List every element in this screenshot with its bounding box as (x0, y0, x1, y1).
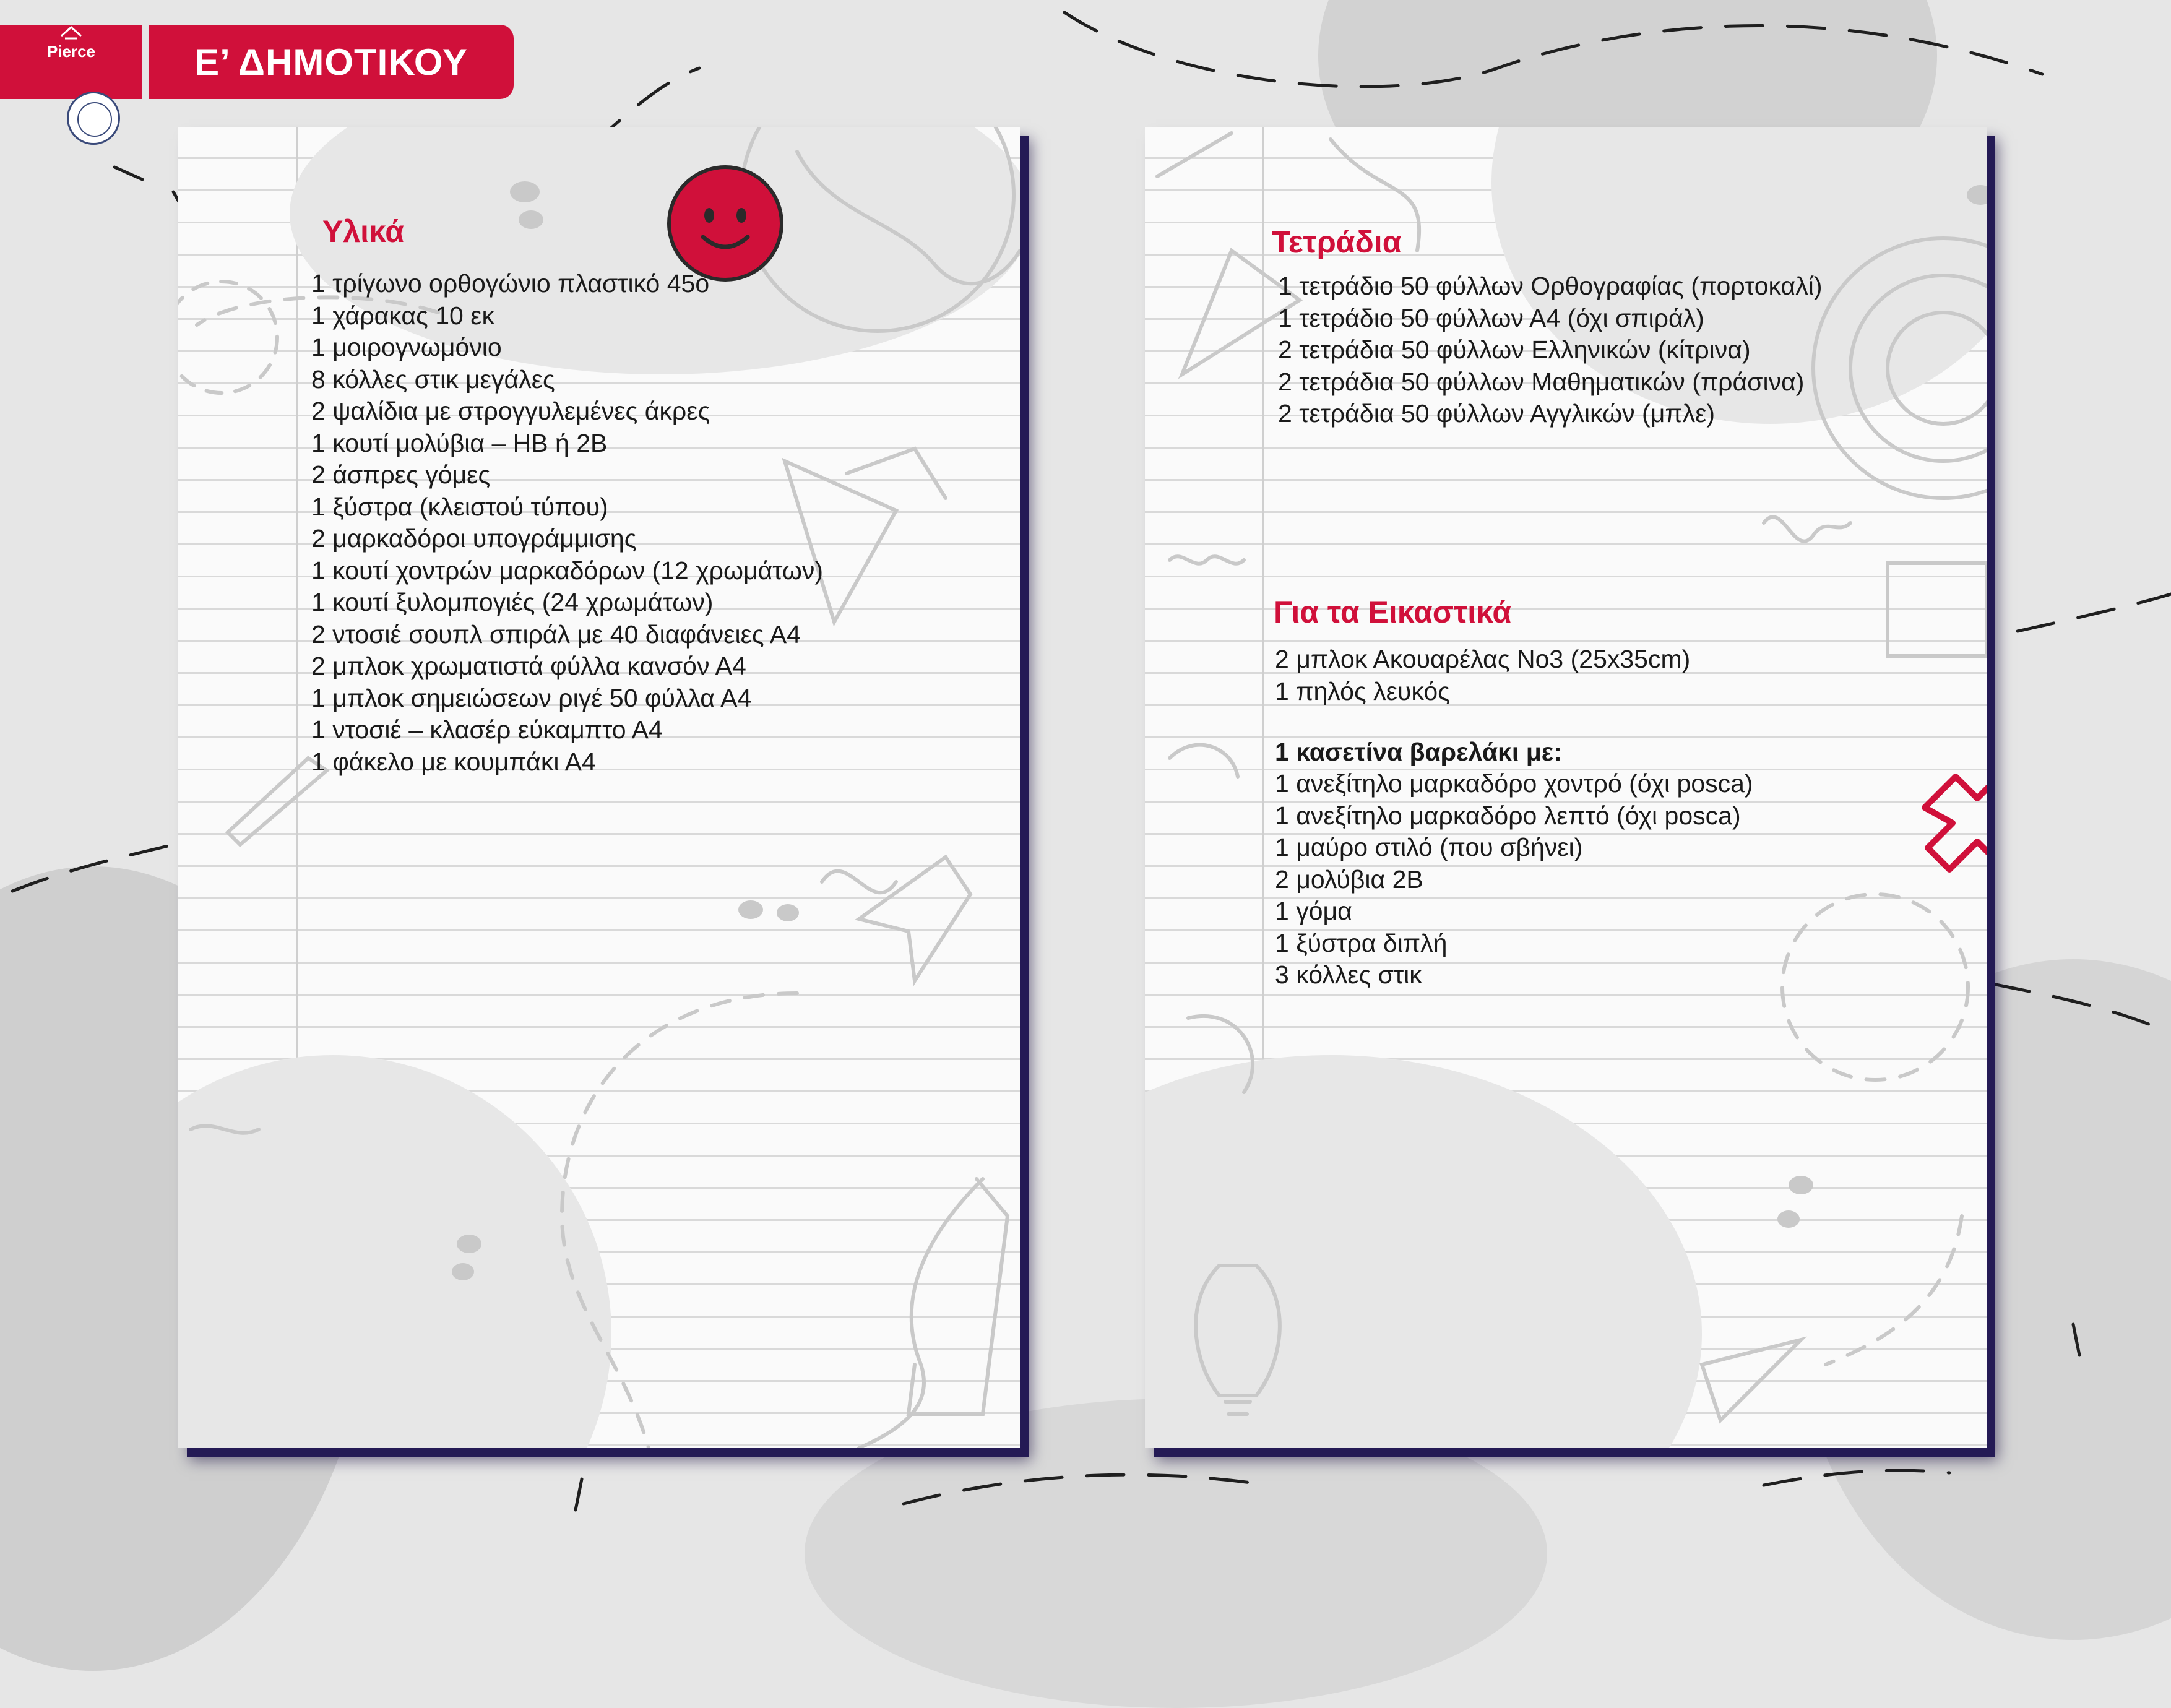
grade-title: Ε’ ΔΗΜΟΤΙΚΟΥ (149, 25, 514, 99)
logo-text: Pierce (46, 42, 96, 61)
material-item: 2 ντοσιέ σουπλ σπιράλ με 40 διαφάνειες Α4 (311, 619, 801, 649)
notebooks-panel (1145, 127, 1987, 1448)
material-item: 8 κόλλες στικ μεγάλες (311, 364, 555, 394)
smiley-face-icon (667, 165, 783, 282)
pencil-case-item: 3 κόλλες στικ (1275, 960, 1422, 989)
material-item: 2 μπλοκ χρωματιστά φύλλα κανσόν Α4 (311, 652, 746, 680)
notebook-item: 2 τετράδια 50 φύλλων Αγγλικών (μπλε) (1278, 399, 1716, 428)
art-heading: Για τα Εικαστικά (1274, 595, 1512, 629)
notebook-item: 1 τετράδιο 50 φύλλων Ορθογραφίας (πορτοκαλί) (1278, 272, 1823, 300)
materials-list (311, 268, 823, 778)
material-item: 1 μπλοκ σημειώσεων ριγέ 50 φύλλα Α4 (311, 683, 752, 712)
material-item: 1 κουτί ξυλομπογιές (24 χρωμάτων) (311, 588, 714, 616)
pencil-case-item: 1 ανεξίτηλο μαρκαδόρο λεπτό (όχι posca) (1275, 801, 1741, 830)
pencil-case-item: 1 γόμα (1275, 897, 1352, 925)
material-item: 1 τρίγωνο ορθογώνιο πλαστικό 45ο (311, 269, 710, 298)
pencil-case-heading: 1 κασετίνα βαρελάκι με: (1275, 738, 1562, 766)
materials-heading: Υλικά (322, 214, 405, 249)
material-item: 1 φάκελο με κουμπάκι Α4 (311, 747, 596, 776)
material-item: 1 ντοσιέ – κλασέρ εύκαμπτο Α4 (311, 715, 663, 744)
material-item: 2 ψαλίδια με στρογγυλεμένες άκρες (311, 397, 710, 425)
materials-panel (178, 127, 1020, 1448)
art-item: 1 πηλός λευκός (1275, 676, 1450, 705)
notebook-item: 2 τετράδια 50 φύλλων Μαθηματικών (πράσινα) (1278, 367, 1805, 396)
material-item: 2 άσπρες γόμες (311, 460, 491, 489)
art-item: 2 μπλοκ Ακουαρέλας Νο3 (25x35cm) (1275, 645, 1691, 673)
house-icon (59, 24, 84, 40)
pencil-case-item: 1 ξύστρα διπλή (1275, 928, 1448, 957)
notebooks-heading: Τετράδια (1272, 225, 1402, 259)
material-item: 1 χάρακας 10 εκ (311, 301, 494, 330)
pencil-case-item: 1 μαύρο στιλό (που σβήνει) (1275, 833, 1583, 861)
notebook-item: 2 τετράδια 50 φύλλων Ελληνικών (κίτρινα) (1278, 335, 1751, 364)
notebook-item: 1 τετράδιο 50 φύλλων Α4 (όχι σπιράλ) (1278, 303, 1704, 332)
art-list (1275, 644, 1690, 707)
college-seal (67, 92, 120, 145)
material-item: 2 μαρκαδόροι υπογράμμισης (311, 524, 637, 553)
material-item: 1 μοιρογνωμόνιο (311, 333, 502, 361)
material-item: 1 κουτί χοντρών μαρκαδόρων (12 χρωμάτων) (311, 556, 824, 585)
pencil-case-item: 2 μολύβια 2Β (1275, 865, 1423, 894)
pencil-case-item: 1 ανεξίτηλο μαρκαδόρο χοντρό (όχι posca) (1275, 769, 1753, 798)
notebooks-list (1278, 270, 1822, 430)
material-item: 1 κουτί μολύβια – HB ή 2B (311, 428, 608, 457)
pencil-case-list (1275, 768, 1753, 991)
pierce-logo (0, 25, 142, 99)
material-item: 1 ξύστρα (κλειστού τύπου) (311, 492, 608, 521)
